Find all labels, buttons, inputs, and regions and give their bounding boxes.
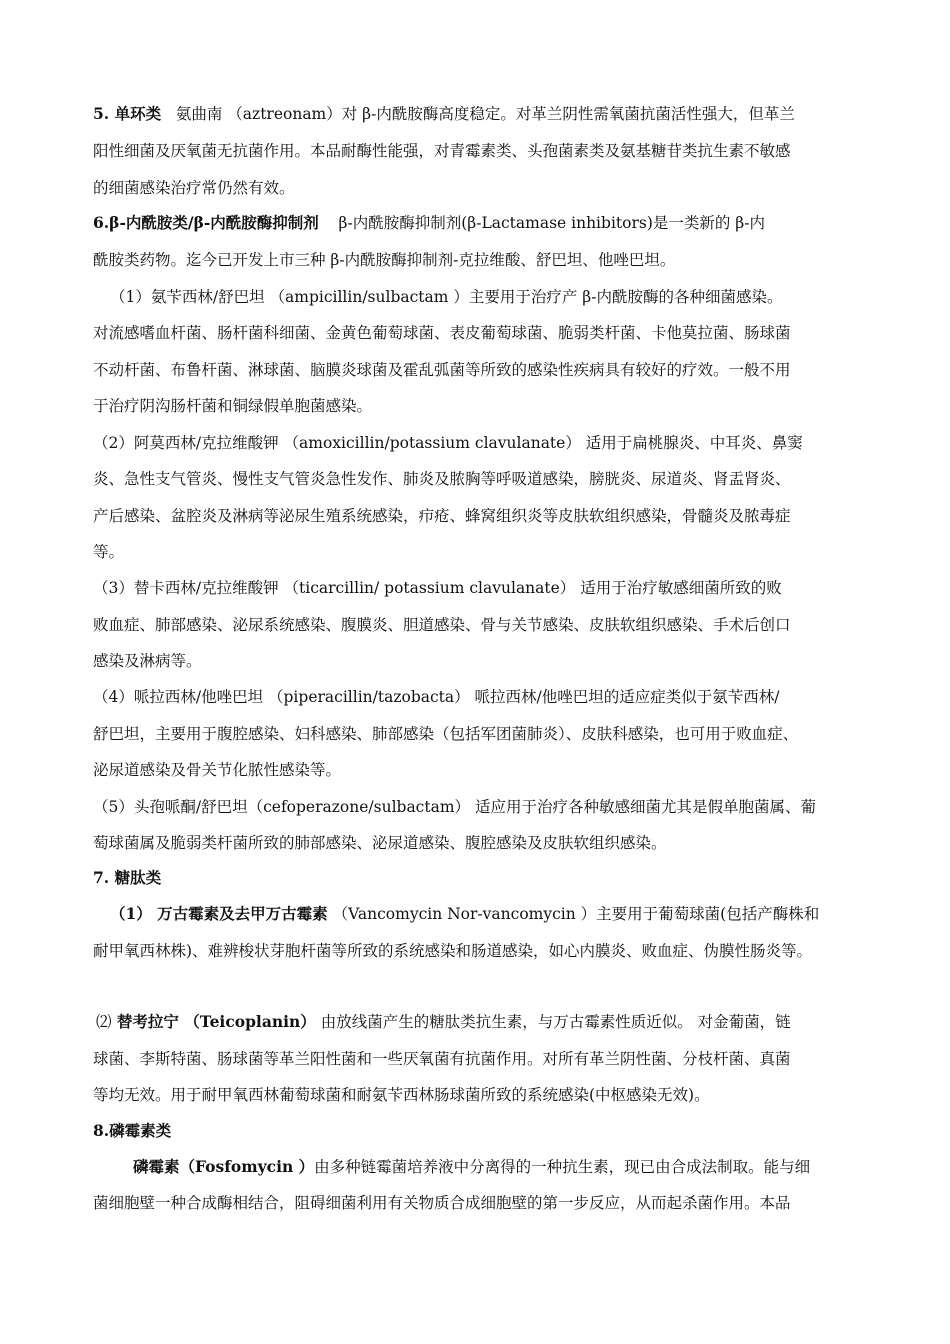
section-8-text: 由多种链霉菌培养液中分离得的一种抗生素，现已由合成法制取。能与细 [314,1158,811,1176]
item-6-4-line-2: 舒巴坦，主要用于腹腔感染、妇科感染、肺部感染（包括军团菌肺炎）、皮肤科感染，也可用于败血症、 [93,725,799,743]
item-6-1-line-2: 对流感嗜血杆菌、肠杆菌科细菌、金黄色葡萄球菌、表皮葡萄球菌、脆弱类杆菌、卡他莫拉菌、肠球菌 [93,324,791,342]
section-7-title: 7. 糖肽类 [93,868,162,887]
item-7-2-text: 由放线菌产生的糖肽类抗生素，与万古霉素性质近似。 对金葡菌，链 [315,1013,791,1031]
section-5-line-3: 的细菌感染治疗常仍然有效。 [93,179,295,197]
item-6-1-line-3: 不动杆菌、布鲁杆菌、淋球菌、脑膜炎球菌及霍乱弧菌等所致的感染性疾病具有较好的疗效。一般不用 [93,361,791,379]
section-5-text: 氨曲南 （aztreonam）对 β-内酰胺酶高度稳定。对革兰阴性需氧菌抗菌活性强大，但革兰 [175,105,795,123]
item-6-3-line-2: 败血症、肺部感染、泌尿系统感染、腹膜炎、胆道感染、骨与关节感染、皮肤软组织感染、手术后创口 [93,616,791,634]
item-6-3-line-1: （3）替卡西林/克拉维酸钾 （ticarcillin/ potassium clavulanate） 适用于治疗敏感细菌所致的败 [93,579,782,597]
section-8-term: 磷霉素（Fosfomycin ） [133,1157,315,1176]
section-5-line-1 [93,104,795,124]
item-7-2-title: 替考拉宁 （Teicoplanin） [111,1012,316,1031]
item-6-2-line-4: 等。 [93,543,125,561]
section-8-title: 8.磷霉素类 [93,1121,172,1140]
item-6-2-line-1: （2）阿莫西林/克拉维酸钾 （amoxicillin/potassium clavulanate） 适用于扁桃腺炎、中耳炎、鼻窦 [93,434,803,452]
section-8-line-2: 菌细胞壁一种合成酶相结合，阻碍细菌利用有关物质合成细胞壁的第一步反应，从而起杀菌作用。本品 [93,1194,791,1212]
item-7-2-line-1 [96,1012,791,1032]
section-6-title: 6.β-内酰胺类/β-内酰胺酶抑制剂 [93,213,319,232]
item-7-2-line-3: 等均无效。用于耐甲氧西林葡萄球菌和耐氨苄西林肠球菌所致的系统感染(中枢感染无效)。 [93,1086,710,1104]
item-6-1-line-4: 于治疗阴沟肠杆菌和铜绿假单胞菌感染。 [93,397,373,415]
section-6-text: β-内酰胺酶抑制剂(β-Lactamase inhibitors)是一类新的 β-内 [338,214,765,232]
item-6-5-line-2: 萄球菌属及脆弱类杆菌所致的肺部感染、泌尿道感染、腹腔感染及皮肤软组织感染。 [93,834,667,852]
section-8-line-1 [133,1157,810,1177]
section-5-title: 5. 单环类 [93,104,162,123]
item-7-2-line-2: 球菌、李斯特菌、肠球菌等革兰阳性菌和一些厌氧菌有抗菌作用。对所有革兰阴性菌、分枝杆菌、真菌 [93,1050,791,1068]
item-6-2-line-3: 产后感染、盆腔炎及淋病等泌尿生殖系统感染，疖疮、蜂窝组织炎等皮肤软组织感染，骨髓炎及脓毒症 [93,507,791,525]
item-7-1-line-2: 耐甲氧西林株)、难辨梭状芽胞杆菌等所致的系统感染和肠道感染，如心内膜炎、败血症、伪膜性肠炎等。 [93,942,813,960]
item-7-1-text: （Vancomycin Nor-vancomycin ）主要用于葡萄球菌(包括产酶株和 [327,905,820,923]
item-6-3-line-3: 感染及淋病等。 [93,652,202,670]
item-6-4-line-1: （4）哌拉西林/他唑巴坦 （piperacillin/tazobacta） 哌拉西林/他唑巴坦的适应症类似于氨苄西林/ [93,688,780,706]
section-6-line-1 [93,213,765,233]
item-7-1-line-1 [110,904,819,924]
item-6-5-line-1: （5）头孢哌酮/舒巴坦（cefoperazone/sulbactam） 适应用于治疗各种敏感细菌尤其是假单胞菌属、葡 [93,798,816,816]
item-6-1-line-1: （1）氨苄西林/舒巴坦 （ampicillin/sulbactam ）主要用于治疗产 β-内酰胺酶的各种细菌感染。 [110,288,783,306]
section-5-line-2: 阳性细菌及厌氧菌无抗菌作用。本品耐酶性能强，对青霉素类、头孢菌素类及氨基糖苷类抗生素不敏感 [93,142,791,160]
item-6-4-line-3: 泌尿道感染及骨关节化脓性感染等。 [93,761,342,779]
item-6-2-line-2: 炎、急性支气管炎、慢性支气管炎急性发作、肺炎及脓胸等呼吸道感染，膀胱炎、尿道炎、肾盂肾炎、 [93,470,791,488]
section-6-line-2: 酰胺类药物。迄今已开发上市三种 β-内酰胺酶抑制剂-克拉维酸、舒巴坦、他唑巴坦。 [93,251,676,269]
item-7-1-title: （1） 万古霉素及去甲万古霉素 [110,904,328,923]
item-7-2-number: ⑵ [96,1013,112,1031]
